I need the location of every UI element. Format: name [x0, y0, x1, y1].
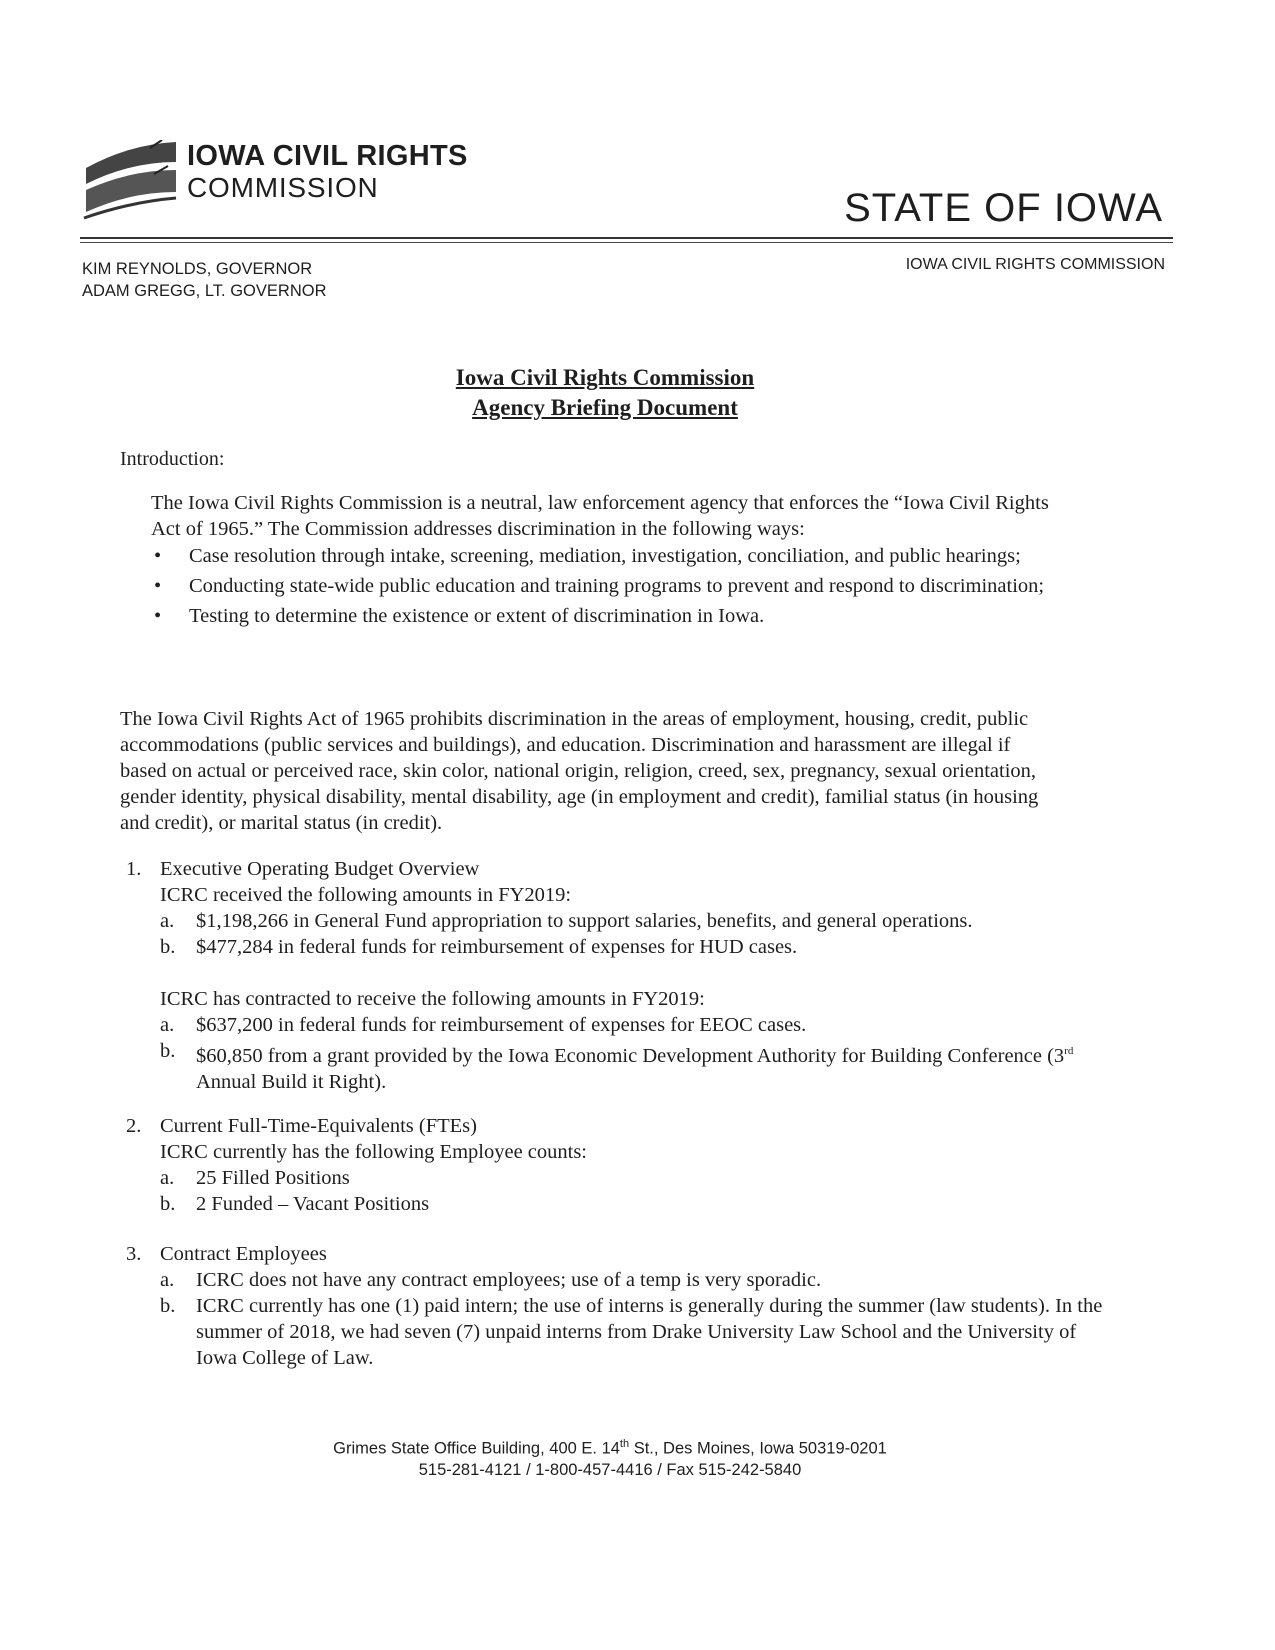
bullet-icon: • [154, 575, 162, 597]
section-heading: Current Full-Time-Equivalents (FTEs) [160, 1115, 477, 1137]
intro-label: Introduction: [120, 448, 225, 470]
section-lead: ICRC currently has the following Employee counts: [160, 1141, 588, 1163]
section-number: 1. [126, 858, 142, 880]
title-line1: Iowa Civil Rights Commission [455, 365, 755, 390]
officials-block [82, 258, 326, 302]
org-name-line2: COMMISSION [187, 172, 379, 203]
list-item: • Testing to determine the existence or extent of discrimination in Iowa. [154, 605, 765, 627]
department-name: IOWA CIVIL RIGHTS COMMISSION [905, 256, 1165, 273]
list-item: • Case resolution through intake, screening, mediation, investigation, conciliation, and public hearings; [154, 545, 1021, 567]
section-lead: ICRC has contracted to receive the following amounts in FY2019: [160, 988, 705, 1010]
section-ftes [126, 1113, 1116, 1217]
list-item: a. $637,200 in federal funds for reimbursement of expenses for EEOC cases. [160, 1014, 807, 1036]
list-item: b. $477,284 in federal funds for reimbursement of expenses for HUD cases. [160, 936, 798, 958]
section-contract-employees [126, 1241, 1116, 1371]
section-heading: Contract Employees [160, 1243, 327, 1265]
bullet-icon: • [154, 605, 162, 627]
letterhead-rule [80, 237, 1173, 239]
section-lead: ICRC received the following amounts in FY2019: [160, 884, 572, 906]
document-title [0, 363, 1210, 423]
list-item: a. 25 Filled Positions [160, 1167, 350, 1189]
bullet-icon: • [154, 545, 162, 567]
intro-paragraph: The Iowa Civil Rights Commission is a neutral, law enforcement agency that enforces the “Iowa Civil Rights Act of 1965.” The Commission addresses discrimination in the following ways: [151, 492, 1049, 540]
letterhead-rule-thin [80, 242, 1173, 243]
list-item: a. ICRC does not have any contract employees; use of a temp is very sporadic. [160, 1269, 822, 1291]
list-item: • Conducting state-wide public education and training programs to prevent and respond to discrimination; [154, 575, 1045, 597]
lt-governor-name: ADAM GREGG, LT. GOVERNOR [82, 282, 327, 300]
footer-phones: 515-281-4121 / 1-800-457-4416 / Fax 515-242-5840 [418, 1460, 802, 1479]
section-heading: Executive Operating Budget Overview [160, 858, 480, 880]
footer-address: Grimes State Office Building, 400 E. 14th St., Des Moines, Iowa 50319-0201 [333, 1438, 887, 1458]
section-budget [126, 856, 1116, 1095]
section-number: 2. [126, 1115, 142, 1137]
list-item: a. $1,198,266 in General Fund appropriation to support salaries, benefits, and general operations. [160, 910, 973, 932]
state-title: STATE OF IOWA [844, 186, 1163, 230]
list-item: b. $60,850 from a grant provided by the Iowa Economic Development Authority for Building Conference (3rd Annual Build it Right). [160, 1040, 1074, 1093]
civil-rights-act-paragraph: The Iowa Civil Rights Act of 1965 prohibits discrimination in the areas of employment, housing, credit, public accommodations (public services and buildings), and education. Discrimination and harassment are illegal if based on actual or perceived race, skin color, national origin, religion, creed, sex, pregnancy, sexual orientation, gender identity, physical disability, mental disability, age (in employment and credit), familial status (in housing and credit), or marital status (in credit). [120, 708, 1039, 834]
list-item: b. ICRC currently has one (1) paid intern; the use of interns is generally during the summer (law students). In the summer of 2018, we had seven (7) unpaid interns from Drake University Law School and the University of Iowa College of Law. [160, 1295, 1103, 1369]
commission-logo [80, 140, 180, 224]
footer-contact [0, 1434, 1220, 1481]
governor-name: KIM REYNOLDS, GOVERNOR [82, 260, 313, 278]
title-line2: Agency Briefing Document [472, 395, 738, 420]
list-item: b. 2 Funded – Vacant Positions [160, 1193, 430, 1215]
intro-bullet-list [151, 543, 1051, 633]
org-name-line1: IOWA CIVIL RIGHTS [187, 140, 468, 172]
section-number: 3. [126, 1243, 142, 1265]
